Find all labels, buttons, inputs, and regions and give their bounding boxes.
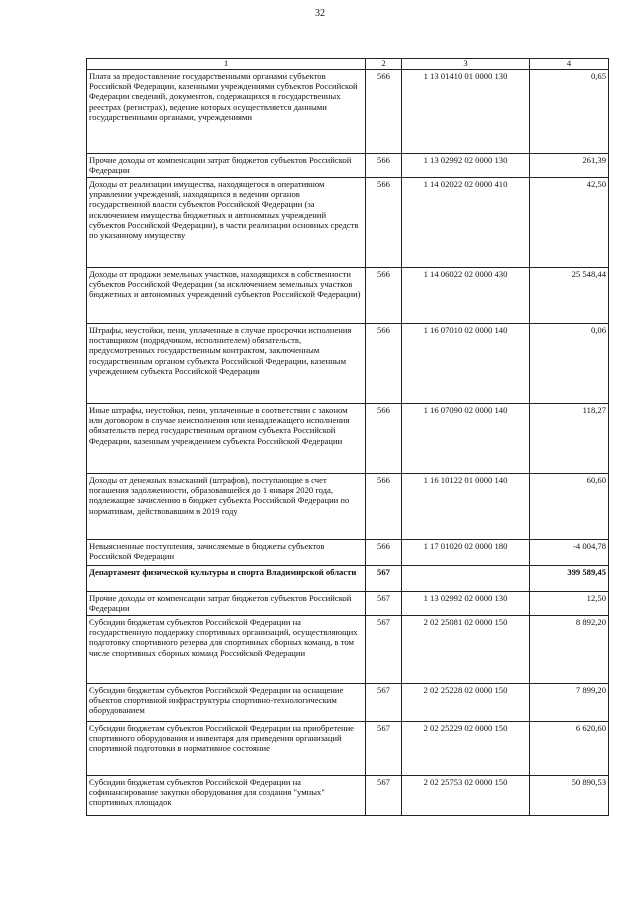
cell-name: Плата за предоставление государственными органами субъектов Российской Федерации, казенными учреждениями субъектов Российской Федерации сведений, документов, содержащихся в государственных реестрах (регистрах), ведение которых осуществляется данными государственными органами, учреждениями bbox=[87, 70, 366, 154]
table-row bbox=[87, 154, 609, 178]
cell-admin-code: 567 bbox=[366, 776, 402, 816]
cell-budget-code: 1 16 10122 01 0000 140 bbox=[402, 474, 530, 540]
cell-name: Доходы от продажи земельных участков, находящихся в собственности субъектов Российской Федерации (за исключением земельных участков бюджетных и автономных учреждений субъектов Российской Федерации) bbox=[87, 268, 366, 324]
cell-name: Субсидии бюджетам субъектов Российской Федерации на приобретение спортивного оборудования и инвентаря для приведения организаций спортивной подготовки в нормативное состояние bbox=[87, 722, 366, 776]
cell-amount: 261,39 bbox=[530, 154, 609, 178]
cell-admin-code: 567 bbox=[366, 684, 402, 722]
cell-amount: 7 899,20 bbox=[530, 684, 609, 722]
cell-amount: 12,50 bbox=[530, 592, 609, 616]
table-row bbox=[87, 684, 609, 722]
cell-admin-code: 566 bbox=[366, 324, 402, 404]
cell-name: Штрафы, неустойки, пени, уплаченные в случае просрочки исполнения поставщиком (подрядчиком, исполнителем) обязательств, предусмотренных государственным контрактом, заключенным государственным органом субъекта Российской Федерации, казенным учреждением субъекта Российской Федерации bbox=[87, 324, 366, 404]
cell-amount: 50 890,53 bbox=[530, 776, 609, 816]
cell-admin-code: 567 bbox=[366, 592, 402, 616]
cell-admin-code: 566 bbox=[366, 404, 402, 474]
cell-amount: 8 892,20 bbox=[530, 616, 609, 684]
cell-name: Субсидии бюджетам субъектов Российской Федерации на софинансирование закупки оборудования для создания "умных" спортивных площадок bbox=[87, 776, 366, 816]
table-row bbox=[87, 474, 609, 540]
column-header-admin: 2 bbox=[366, 59, 402, 70]
cell-budget-code: 2 02 25228 02 0000 150 bbox=[402, 684, 530, 722]
cell-budget-code: 1 16 07010 02 0000 140 bbox=[402, 324, 530, 404]
table-body bbox=[87, 70, 609, 816]
cell-amount: 25 548,44 bbox=[530, 268, 609, 324]
cell-name: Прочие доходы от компенсации затрат бюджетов субъектов Российской Федерации bbox=[87, 592, 366, 616]
cell-budget-code bbox=[402, 566, 530, 592]
cell-name: Доходы от реализации имущества, находящегося в оперативном управлении учреждений, находящихся в ведении органов государственной власти субъектов Российской Федерации (за исключением имущества бюджетных и автономных учреждений субъектов Российской Федерации), в части реализации основных средств по указанному имуществу bbox=[87, 178, 366, 268]
table-row bbox=[87, 592, 609, 616]
cell-name: Прочие доходы от компенсации затрат бюджетов субъектов Российской Федерации bbox=[87, 154, 366, 178]
cell-amount: -4 004,78 bbox=[530, 540, 609, 566]
cell-amount: 118,27 bbox=[530, 404, 609, 474]
cell-admin-code: 567 bbox=[366, 722, 402, 776]
cell-admin-code: 566 bbox=[366, 268, 402, 324]
column-header-name: 1 bbox=[87, 59, 366, 70]
cell-budget-code: 1 13 02992 02 0000 130 bbox=[402, 154, 530, 178]
cell-amount: 42,50 bbox=[530, 178, 609, 268]
page-number: 32 bbox=[315, 8, 325, 19]
cell-budget-code: 2 02 25753 02 0000 150 bbox=[402, 776, 530, 816]
table-row bbox=[87, 178, 609, 268]
table-row bbox=[87, 324, 609, 404]
cell-admin-code: 566 bbox=[366, 540, 402, 566]
cell-budget-code: 1 14 06022 02 0000 430 bbox=[402, 268, 530, 324]
table-header-row bbox=[87, 59, 609, 70]
table-row bbox=[87, 268, 609, 324]
cell-budget-code: 2 02 25229 02 0000 150 bbox=[402, 722, 530, 776]
cell-name: Субсидии бюджетам субъектов Российской Федерации на оснащение объектов спортивной инфраструктуры спортивно-технологическим оборудованием bbox=[87, 684, 366, 722]
cell-name: Невыясненные поступления, зачисляемые в бюджеты субъектов Российской Федерации bbox=[87, 540, 366, 566]
table-row bbox=[87, 566, 609, 592]
column-header-amount: 4 bbox=[530, 59, 609, 70]
cell-admin-code: 566 bbox=[366, 154, 402, 178]
table-row bbox=[87, 722, 609, 776]
table-row bbox=[87, 616, 609, 684]
column-header-code: 3 bbox=[402, 59, 530, 70]
cell-admin-code: 567 bbox=[366, 616, 402, 684]
cell-amount: 0,06 bbox=[530, 324, 609, 404]
cell-amount: 60,60 bbox=[530, 474, 609, 540]
cell-name: Департамент физической культуры и спорта Владимирской области bbox=[87, 566, 366, 592]
cell-budget-code: 1 13 01410 01 0000 130 bbox=[402, 70, 530, 154]
cell-budget-code: 1 17 01020 02 0000 180 bbox=[402, 540, 530, 566]
cell-name: Субсидии бюджетам субъектов Российской Федерации на государственную поддержку спортивных организаций, осуществляющих подготовку спортивного резерва для спортивных сборных команд, в том числе спортивных сборных команд Российской Федерации bbox=[87, 616, 366, 684]
revenue-table bbox=[86, 58, 609, 816]
cell-amount: 6 620,60 bbox=[530, 722, 609, 776]
cell-amount: 399 589,45 bbox=[530, 566, 609, 592]
cell-budget-code: 1 14 02022 02 0000 410 bbox=[402, 178, 530, 268]
cell-name: Доходы от денежных взысканий (штрафов), поступающие в счет погашения задолженности, образовавшейся до 1 января 2020 года, подлежащие зачислению в бюджет субъекта Российской Федерации по нормативам, действовавшим в 2019 году bbox=[87, 474, 366, 540]
cell-name: Иные штрафы, неустойки, пени, уплаченные в соответствии с законом или договором в случае неисполнения или ненадлежащего исполнения обязательств перед государственным органом субъекта Российской Федерации, казенным учреждением субъекта Российской Федерации bbox=[87, 404, 366, 474]
cell-admin-code: 566 bbox=[366, 474, 402, 540]
cell-budget-code: 1 13 02992 02 0000 130 bbox=[402, 592, 530, 616]
table-row bbox=[87, 776, 609, 816]
cell-budget-code: 1 16 07090 02 0000 140 bbox=[402, 404, 530, 474]
cell-amount: 0,65 bbox=[530, 70, 609, 154]
cell-admin-code: 567 bbox=[366, 566, 402, 592]
cell-budget-code: 2 02 25081 02 0000 150 bbox=[402, 616, 530, 684]
table-row bbox=[87, 540, 609, 566]
cell-admin-code: 566 bbox=[366, 178, 402, 268]
table-row bbox=[87, 404, 609, 474]
table-row bbox=[87, 70, 609, 154]
cell-admin-code: 566 bbox=[366, 70, 402, 154]
